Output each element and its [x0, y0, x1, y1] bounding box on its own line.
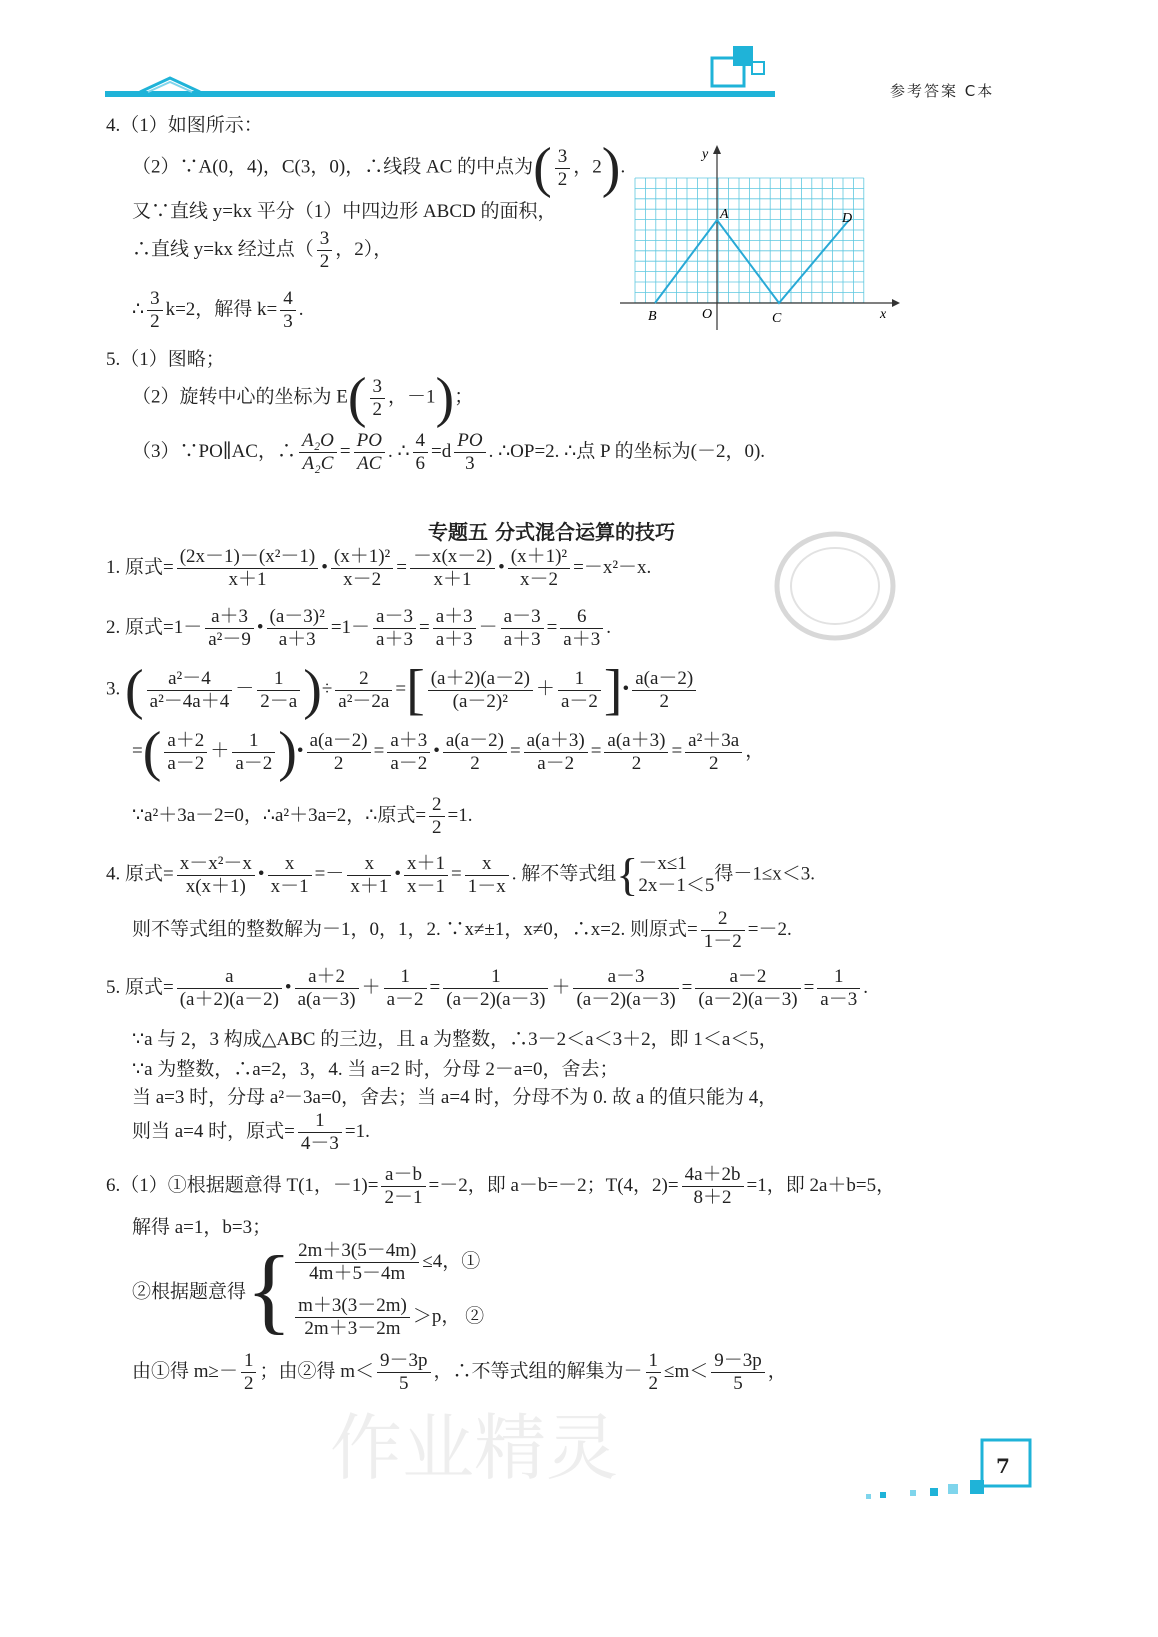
s5-line4: 当 a=3 时，分母 a²－3a=0，舍去；当 a=4 时，分母不为 0. 故 a 的值只能为 4，: [132, 1087, 778, 1108]
p4-line1: 4.（1）如图所示：: [106, 115, 263, 136]
y-axis-arrow: [713, 145, 721, 154]
header-peak: [140, 78, 200, 92]
s3-line1: 3. ( $\frac{\text{a²－4}}{\text{a²－4a＋4}}$ － $\frac{1}{2-a}$ )÷ $\frac{2}{\text{a²－2a}}$ =[ $\frac{(a+2)(a-2)}{\text{(a－2)²}}$ ＋ $\frac{1}{a-2}$ ]• $\frac{a(a-2)}{2}$: [106, 662, 699, 718]
label-O: O: [702, 307, 713, 322]
header-right-text: 参考答案 C本: [890, 82, 995, 100]
p4-line2: （2）∵A(0，4)，C(3，0)，∴线段 AC 的中点为( $\frac{3}{2}$ ，2).: [132, 137, 626, 199]
p4-line4: ∴直线 y=kx 经过点（ $\frac{3}{2}$ ，2），: [132, 228, 393, 272]
s3-line3: ∵a²＋3a－2=0，∴a²＋3a=2，∴原式= $\frac{2}{2}$ =1.: [132, 794, 473, 838]
label-B: B: [648, 309, 657, 324]
p4-line5: ∴ $\frac{3}{2}$ k=2，解得 k= $\frac{4}{3}$ .: [132, 288, 304, 332]
s6-line4: 由①得 m≥－ $\frac{1}{2}$ ；由②得 m＜ $\frac{9-3p}{5}$ ，∴不等式组的解集为－ $\frac{1}{2}$ ≤m＜ $\frac{9-3p}{5}$ ，: [132, 1350, 787, 1394]
watermark-text: 作业精灵: [330, 1406, 619, 1490]
p4-line3: 又∵直线 y=kx 平分（1）中四边形 ABCD 的面积，: [132, 201, 557, 222]
header-square-fill: [733, 46, 753, 66]
s2-line: 2. 原式=1－ $\frac{a+3}{\text{a²－9}}$ • $\frac{\text{(a－3)²}}{a+3}$ =1－ $\frac{a-3}{a+3}$ = $\frac{a+3}{a+3}$ － $\frac{a-3}{a+3}$ = $\frac{6}{a+3}$ .: [106, 606, 611, 650]
s1-line: 1. 原式= $\frac{\text{(2x－1)－(x²－1)}}{x+1}$ • $\frac{\text{(x＋1)²}}{x-2}$ = $\frac{-x(x-2)}{x+1}$ • $\frac{\text{(x＋1)²}}{x-2}$ =－x²－x.: [106, 546, 652, 590]
s5-line1: 5. 原式= $\frac{a}{(a+2)(a-2)}$ • $\frac{a+2}{a(a-3)}$ ＋ $\frac{1}{a-2}$ = $\frac{1}{(a-2)(a-3)}$ ＋ $\frac{a-3}{(a-2)(a-3)}$ = $\frac{a-2}{(a-2)(a-3)}$ = $\frac{1}{a-3}$ .: [106, 966, 868, 1010]
p4-frac: $\frac{3}{2}$: [555, 146, 571, 191]
footer-decoration: [850, 1430, 1060, 1510]
s5-line5: 则当 a=4 时，原式= $\frac{1}{4-3}$ =1.: [132, 1110, 370, 1154]
section-title: 专题五 分式混合运算的技巧: [428, 520, 675, 544]
watermark-stamp: [770, 526, 900, 646]
p5-line2: （2）旋转中心的坐标为 E( $\frac{3}{2}$ ，－1)；: [132, 367, 474, 429]
s5-line3: ∵a 为整数，∴a=2，3，4. 当 a=2 时，分母 2－a=0，舍去；: [132, 1059, 619, 1080]
label-x: x: [880, 307, 887, 322]
header-band: [105, 91, 775, 97]
p5-line1: 5.（1）图略；: [106, 349, 225, 370]
x-axis-arrow: [892, 299, 900, 307]
label-y: y: [702, 147, 709, 162]
label-D: D: [842, 211, 853, 226]
coordinate-graph: [610, 140, 910, 340]
p5-line3: （3）∵PO∥AC，∴ $\frac{\text{A₂O}}{\text{A₂C}}$ = $\frac{PO}{AC}$ . ∴ $\frac{4}{6}$ =d $\frac{PO}{3}$ . ∴OP=2. ∴点 P 的坐标为(－2，0).: [132, 430, 766, 474]
s4-line2: 则不等式组的整数解为－1，0，1，2. ∵x≠±1，x≠0，∴x=2. 则原式= $\frac{2}{1-2}$ =－2.: [132, 908, 792, 952]
page-number: 7: [996, 1454, 1010, 1478]
s6-line2: 解得 a=1，b=3；: [132, 1217, 272, 1238]
s5-line2: ∵a 与 2，3 构成△ABC 的三边，且 a 为整数，∴3－2＜a＜3＋2，即 1＜a＜5，: [132, 1029, 778, 1050]
label-C: C: [772, 311, 782, 326]
label-A: A: [720, 207, 729, 222]
s6-line1: 6.（1）①根据题意得 T(1，－1)= $\frac{a-b}{2-1}$ =－2，即 a－b=－2；T(4，2)= $\frac{4a+2b}{8+2}$ =1，即 2a＋b=5，: [106, 1164, 896, 1208]
s4-line1: 4. 原式= $\frac{\text{x－x²－x}}{x(x+1)}$ • $\frac{x}{x-1}$ =－ $\frac{x}{x+1}$ • $\frac{x+1}{x-1}$ = $\frac{x}{1-x}$ . 解不等式组{ －x≤1 2x－1＜5 得－1≤x＜3.: [106, 849, 816, 900]
p4-line2-prefix: （2）∵A(0，4)，C(3，0)，∴线段 AC 的中点为: [132, 156, 534, 178]
s3-line2: =( $\frac{a+2}{a-2}$ ＋ $\frac{1}{a-2}$ )• $\frac{a(a-2)}{2}$ = $\frac{a+3}{a-2}$ • $\frac{a(a-2)}{2}$ = $\frac{a(a+3)}{a-2}$ = $\frac{a(a+3)}{2}$ = $\frac{\text{a²＋3a}}{2}$ ，: [132, 721, 765, 783]
s6-line3: ②根据题意得{ $\frac{2m+3(5-4m)}{4m+5-4m}$ ≤4，① $\frac{m+3(3-2m)}{2m+3-2m}$ ＞p， ②: [132, 1236, 485, 1343]
